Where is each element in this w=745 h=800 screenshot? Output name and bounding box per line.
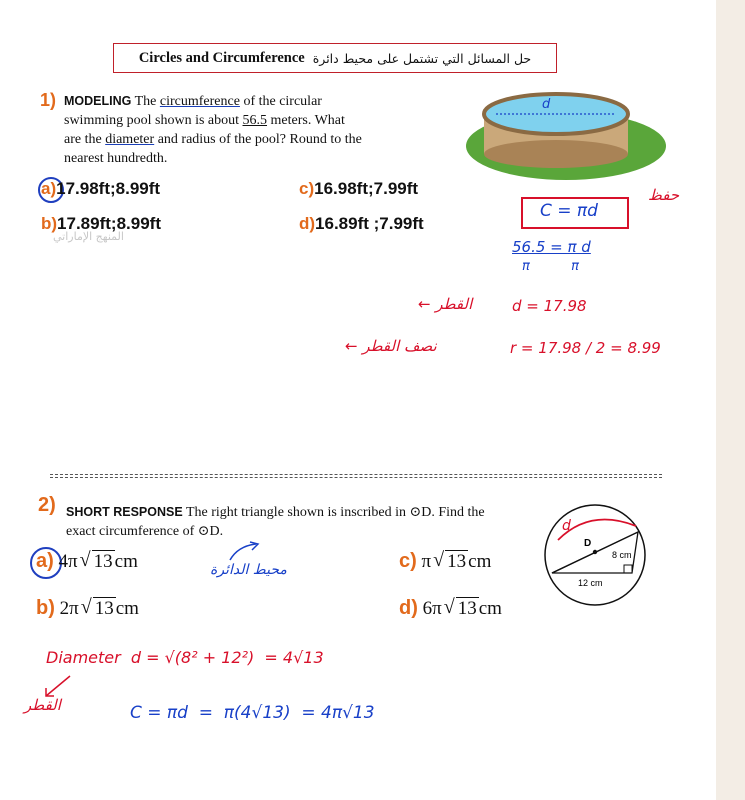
q1-diameter-word: diameter — [105, 132, 155, 147]
q1-text-d: and radius of the pool? Round to the nearest hundredth. — [64, 132, 362, 166]
q2-option-d-letter: d) — [399, 597, 418, 619]
hifz-note: حفظ — [648, 186, 680, 204]
title-arabic: حل المسائل التي تشتمل على محيط دائرة — [312, 50, 532, 66]
q2-option-c-unit: cm — [468, 551, 492, 572]
q1-option-d[interactable] — [299, 214, 424, 234]
circumference-arabic-note: محيط الدائرة — [210, 562, 287, 578]
q2-option-d-coef: 6π — [422, 598, 442, 619]
work-step1-numerator: 56.5 = π d — [512, 238, 591, 256]
q2-tag: SHORT RESPONSE — [66, 505, 183, 519]
q1-circumference-word: circumference — [159, 94, 240, 109]
inscribed-triangle-figure — [540, 500, 650, 610]
q2-option-a-coef: 4π — [58, 551, 78, 572]
q1-option-a-letter: a) — [41, 179, 57, 198]
q1-option-c[interactable] — [299, 179, 418, 199]
red-d-mark: d — [562, 518, 571, 534]
q2-option-b-unit: cm — [115, 598, 139, 619]
q2-option-c[interactable] — [399, 550, 491, 573]
center-d-label: D — [584, 538, 592, 549]
q2-option-b-radical: √ 13 — [80, 596, 114, 619]
radius-result: r = 17.98 / 2 = 8.99 — [510, 339, 661, 357]
q1-option-a[interactable] — [41, 179, 160, 199]
q1-option-b-value: 17.89ft;8.99ft — [57, 214, 161, 233]
q1-option-d-value: 16.89ft ;7.99ft — [315, 214, 424, 233]
watermark: المنهج الإماراتي — [53, 230, 124, 243]
q2-option-d-unit: cm — [478, 598, 502, 619]
q2-arrow-icon — [38, 672, 78, 702]
q1-value: 56.5 — [242, 113, 268, 128]
q2-option-b-letter: b) — [36, 597, 55, 619]
q1-text-b: of the circular swimming pool shown is about — [64, 94, 322, 128]
q2-circumference-work: C = πd = π(4√13) = 4π√13 — [130, 703, 375, 723]
side-12cm-label: 12 cm — [578, 578, 603, 588]
title-english: Circles and Circumference — [138, 49, 305, 66]
q2-option-a[interactable] — [36, 550, 138, 573]
q2-option-d[interactable] — [399, 597, 502, 620]
diameter-result: d = 17.98 — [512, 297, 587, 315]
side-8cm-label: 8 cm — [612, 550, 632, 560]
question-1-text — [64, 92, 364, 168]
section-divider-bottom — [50, 477, 662, 478]
section-divider-top — [50, 474, 662, 475]
q2-option-c-letter: c) — [399, 550, 417, 572]
q2-text-body: The right triangle shown is inscribed in ⊙D. Find the exact circumference of ⊙D. — [66, 505, 485, 539]
q1-text-c: meters. What are the — [64, 113, 345, 147]
q2-option-d-radical: √ 13 — [443, 596, 477, 619]
q2-option-a-unit: cm — [114, 551, 138, 572]
q2-option-b-coef: 2π — [59, 598, 79, 619]
q2-diameter-arabic: القطر — [24, 696, 61, 714]
diameter-arabic-label: القطر ← — [418, 295, 473, 313]
right-margin-strip — [716, 0, 745, 800]
question-1-number: 1) — [40, 90, 57, 110]
q2-option-b[interactable] — [36, 597, 139, 620]
q2-option-a-letter: a) — [36, 550, 54, 572]
q1-option-d-letter: d) — [299, 214, 316, 233]
pool-d-label: d — [542, 97, 551, 112]
page-title-box — [113, 43, 557, 73]
q1-option-c-letter: c) — [299, 179, 315, 198]
question-2-number: 2) — [38, 494, 56, 516]
q2-option-a-radical: √ 13 — [79, 549, 113, 572]
q2-diameter-work: Diameter d = √(8² + 12²) = 4√13 — [46, 648, 324, 667]
work-step1-denominator: π π — [522, 259, 579, 274]
q1-text-a: The — [134, 94, 160, 109]
q1-tag: MODELING — [64, 94, 132, 108]
formula-text: C = πd — [540, 201, 598, 221]
q1-option-b-letter: b) — [41, 214, 58, 233]
q1-option-a-value: 17.98ft;8.99ft — [56, 179, 161, 198]
q1-option-c-value: 16.98ft;7.99ft — [314, 179, 419, 198]
q2-option-c-coef: π — [421, 551, 432, 572]
pool-illustration — [466, 84, 666, 184]
radius-arabic-label: نصف القطر ← — [345, 337, 437, 355]
note-arrow-icon — [224, 540, 264, 566]
q2-option-c-radical: √ 13 — [433, 549, 467, 572]
question-2-text — [66, 503, 486, 541]
